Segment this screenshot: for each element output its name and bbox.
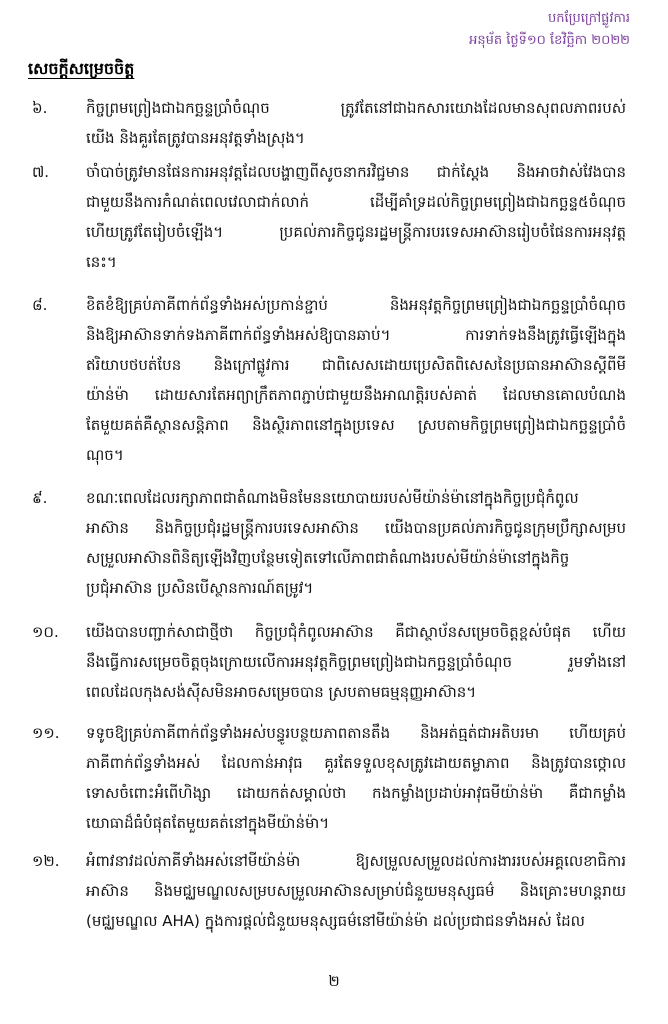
item-text — [86, 617, 626, 707]
item-text-line: ទទូចឱ្យគ្រប់ភាគីពាក់ព័ន្ធទាំងអស់បន្ធូរបន្ថយភាពតានតឹង និងអត់ធ្មត់ជាអតិបរមា ហើយគ្រប់ — [86, 724, 626, 742]
item-number: ១១. — [32, 724, 60, 742]
item-text — [86, 93, 626, 153]
item-number: ១២. — [32, 852, 60, 870]
item-text — [86, 718, 626, 838]
item-number: ៦. — [32, 99, 48, 117]
item-number: ៧. — [32, 163, 50, 181]
section-title: សេចក្តីសម្រេចចិត្ត — [28, 59, 135, 78]
item-text-line: ខិតខំឱ្យគ្រប់ភាគីពាក់ព័ន្ធទាំងអស់ប្រកាន់ខ្ជាប់ និងអនុវត្តកិច្ចព្រមព្រៀងជាឯកច្ឆន្ទប្រាំចំណុច — [86, 296, 626, 314]
item-text-line: ភាគីពាក់ព័ន្ធទាំងអស់ ដែលកាន់អាវុធ គួរតែទទួលខុសត្រូវដោយតម្លាភាព និងត្រូវបានថ្កោល — [86, 754, 626, 772]
item-text-line: ឥរិយាបថបត់បែន និងក្រៅផ្លូវការ ជាពិសេសដោយប្រេសិតពិសេសនៃប្រធានអាស៊ានស្តីពីមី — [86, 356, 626, 374]
item-text-line: ប្រជុំអាស៊ាន ប្រសិនបើស្ថានការណ៍តម្រូវ។ — [86, 579, 314, 597]
item-text-line: ហើយត្រូវតែរៀបចំឡើង។ ប្រគល់ភារកិច្ចជូនរដ្ឋមន្ត្រីការបរទេសអាស៊ានរៀបចំផែនការអនុវត្ត — [86, 223, 626, 241]
item-text-line: ពេលដែលកុងសង់ស៊ីសមិនអាចសម្រេចបាន ស្របតាមធម្មនុញ្ញអាស៊ាន។ — [86, 683, 477, 701]
item-number: ១០. — [32, 623, 59, 641]
item-text-line: នឹងធ្វើការសម្រេចចិត្តចុងក្រោយលើការអនុវត្តកិច្ចព្រមព្រៀងជាឯកច្ឆន្ទប្រាំចំណុច រួមទាំងនៅ — [86, 653, 626, 671]
item-text-line: អាស៊ាន និងមជ្ឈមណ្ឌលសម្របសម្រួលអាស៊ានសម្រាប់ជំនួយមនុស្សធម៌ និងគ្រោះមហន្តរាយ — [86, 882, 626, 900]
item-text — [86, 157, 626, 277]
item-text-line: យើង និងគួរតែត្រូវបានអនុវត្តទាំងស្រុង។ — [86, 129, 305, 147]
item-number: ៨. — [32, 296, 48, 314]
item-text — [86, 846, 626, 936]
item-text-line: ខណៈពេលដែលរក្សាភាពជាតំណាងមិនមែននយោបាយរបស់មីយ៉ាន់ម៉ានៅក្នុងកិច្ចប្រជុំកំពូល — [86, 489, 579, 507]
item-text-line: ណុច។ — [86, 446, 124, 464]
item-text-line: (មជ្ឈមណ្ឌល AHA) ក្នុងការផ្តល់ជំនួយមនុស្សធម៌នៅមីយ៉ាន់ម៉ា ដល់ប្រជាជនទាំងអស់ ដែល — [86, 912, 585, 930]
item-number: ៩. — [32, 489, 48, 507]
item-text-line: នេះ។ — [86, 253, 117, 271]
item-text-line: យោធាដ៏ធំបំផុតតែមួយគត់នៅក្នុងមីយ៉ាន់ម៉ា។ — [86, 814, 330, 832]
header-translation-note: បកប្រែក្រៅផ្លូវការ — [547, 11, 630, 26]
page-number: ២ — [328, 972, 340, 990]
item-text-line: កិច្ចព្រមព្រៀងជាឯកច្ឆន្ទប្រាំចំណុច ត្រូវតែនៅជាឯកសារយោងដែលមានសុពលភាពរបស់ — [86, 99, 626, 117]
item-text-line: យើងបានបញ្ជាក់សាជាថ្មីថា កិច្ចប្រជុំកំពូលអាស៊ាន គឺជាស្ថាប័នសម្រេចចិត្តខ្ពស់បំផុត ហើយ — [86, 623, 626, 641]
item-text-line: និងឱ្យអាស៊ានទាក់ទងភាគីពាក់ព័ន្ធទាំងអស់ឱ្យបានឆាប់។ ការទាក់ទងនឹងត្រូវធ្វើឡើងក្នុង — [86, 326, 626, 344]
item-text — [86, 290, 626, 470]
item-text-line: ទោសចំពោះអំពើហិង្សា ដោយកត់សម្គាល់ថា កងកម្លាំងប្រដាប់អាវុធមីយ៉ាន់ម៉ា គឺជាកម្លាំង — [86, 784, 626, 802]
item-text-line: អំពាវនាវដល់ភាគីទាំងអស់នៅមីយ៉ាន់ម៉ា ឱ្យសម្រួលសម្រួលដល់ការងាររបស់អគ្គលេខាធិការ — [86, 852, 626, 870]
item-text-line: យ៉ាន់ម៉ា ដោយសារតែអព្យាក្រឹតភាពភ្ជាប់ជាមួយនឹងអាណត្តិរបស់គាត់ ដែលមានគោលបំណង — [86, 386, 626, 404]
item-text-line: តែមួយគត់គឺស្ថានសន្តិភាព និងស្ថិរភាពនៅក្នុងប្រទេស ស្របតាមកិច្ចព្រមព្រៀងជាឯកច្ឆន្ទប្រាំចំ — [86, 416, 626, 434]
header-adoption-date: អនុម័ត ថ្ងៃទី១០ ខែវិច្ឆិកា ២០២២ — [469, 33, 630, 48]
item-text-line: អាស៊ាន និងកិច្ចប្រជុំរដ្ឋមន្ត្រីការបរទេសអាស៊ាន យើងបានប្រគល់ភារកិច្ចជូនក្រុមប្រឹក្សាសម្រប — [86, 519, 626, 537]
page-header — [330, 8, 630, 52]
item-text-line: ចាំបាច់ត្រូវមានផែនការអនុវត្តដែលបង្ហាញពីសូចនាករវិជ្ជមាន ជាក់ស្តែង និងអាចវាស់វែងបាន — [86, 163, 626, 181]
item-text-line: ជាមួយនឹងការកំណត់ពេលវេលាជាក់លាក់ ដើម្បីគាំទ្រដល់កិច្ចព្រមព្រៀងជាឯកច្ឆន្ទ៥ចំណុច — [86, 193, 626, 211]
item-text-line: សម្រួលអាស៊ានពិនិត្យឡើងវិញបន្ថែមទៀតទៅលើភាពជាតំណាងរបស់មីយ៉ាន់ម៉ានៅក្នុងកិច្ច — [86, 549, 570, 567]
item-text — [86, 483, 626, 603]
